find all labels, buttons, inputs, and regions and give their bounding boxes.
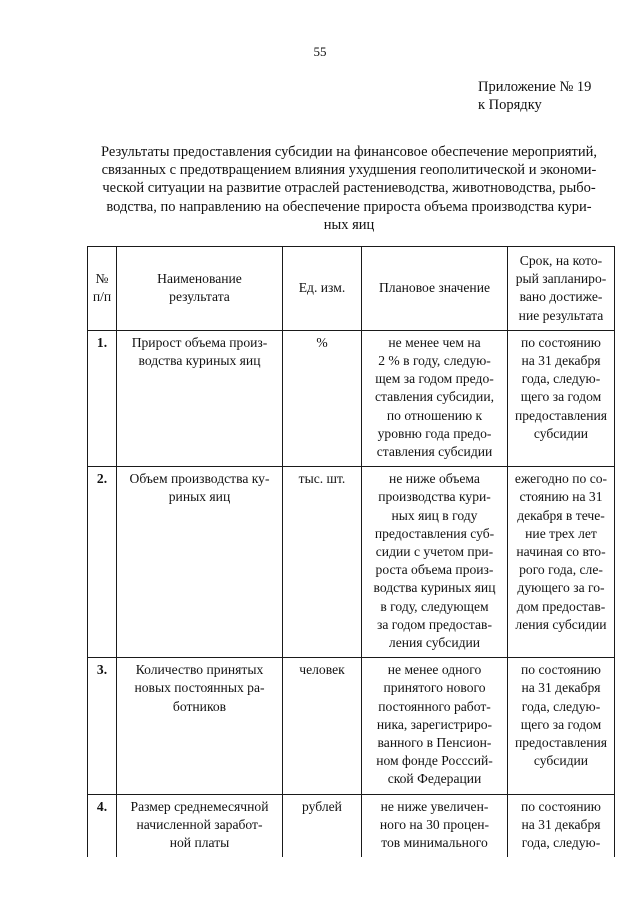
cell-line: рого года, сле- bbox=[519, 562, 603, 578]
cell-line: ботников bbox=[172, 698, 227, 714]
cell-number bbox=[88, 794, 117, 857]
cell-line: субсидии bbox=[533, 753, 589, 769]
cell-line: щего за годом bbox=[520, 389, 602, 405]
cell-deadline bbox=[508, 330, 615, 466]
table-row bbox=[88, 794, 615, 857]
cell-line: новых постоянных ра- bbox=[134, 680, 265, 696]
cell-line: ления субсидии bbox=[388, 635, 481, 651]
appendix-line: к Порядку bbox=[478, 97, 542, 113]
document-title bbox=[88, 143, 610, 234]
cell-line: стоянию на 31 bbox=[519, 489, 603, 505]
cell-line: риных яиц bbox=[168, 489, 231, 505]
cell-line: не менее одного bbox=[387, 662, 482, 678]
cell-line: ние трех лет bbox=[525, 525, 597, 541]
cell-line: водства куриных яиц bbox=[138, 353, 261, 369]
cell-result-name bbox=[117, 794, 283, 857]
cell-text: 1. bbox=[96, 334, 108, 350]
cell-line: предоставления bbox=[514, 407, 607, 423]
results-table bbox=[87, 246, 615, 857]
cell-text: 2. bbox=[96, 471, 108, 487]
title-line: Результаты предоставления субсидии на финансовое обеспечение мероприятий, bbox=[101, 144, 597, 160]
cell-line: постоянного работ- bbox=[378, 698, 491, 714]
cell-line: Объем производства ку- bbox=[129, 471, 270, 487]
cell-line: Размер среднемесячной bbox=[130, 798, 269, 814]
cell-line: производства кури- bbox=[378, 489, 491, 505]
cell-line: по состоянию bbox=[521, 334, 601, 350]
cell-deadline bbox=[508, 467, 615, 658]
cell-unit bbox=[283, 794, 362, 857]
title-line: связанных с предотвращением влияния ухудшения геополитической и экономи- bbox=[101, 162, 597, 179]
cell-unit bbox=[283, 330, 362, 466]
header-unit: Ед. изм. bbox=[283, 247, 362, 331]
cell-line: тов минимального bbox=[381, 835, 488, 851]
cell-planned-value bbox=[362, 467, 508, 658]
cell-text: 4. bbox=[96, 798, 108, 814]
page-number: 55 bbox=[313, 44, 327, 59]
cell-line: ного на 30 процен- bbox=[379, 816, 490, 832]
cell-line: дом предостав- bbox=[516, 598, 606, 614]
cell-text: рублей bbox=[302, 798, 342, 814]
cell-line: на 31 декабря bbox=[521, 353, 601, 369]
cell-line: водства куриных яиц bbox=[373, 580, 496, 596]
cell-unit bbox=[283, 467, 362, 658]
cell-deadline bbox=[508, 658, 615, 794]
cell-line: предоставления суб- bbox=[374, 525, 495, 541]
cell-line: Количество принятых bbox=[135, 662, 264, 678]
cell-planned-value bbox=[362, 794, 508, 857]
title-line: ческой ситуации на развитие отраслей растениеводства, животноводства, рыбо- bbox=[102, 180, 596, 197]
cell-line: ской Федерации bbox=[387, 771, 482, 787]
cell-text: % bbox=[316, 334, 328, 350]
cell-line: за годом предостав- bbox=[377, 616, 492, 632]
cell-line: не ниже увеличен- bbox=[380, 798, 489, 814]
cell-line: уровню года предо- bbox=[377, 425, 492, 441]
cell-number bbox=[88, 330, 117, 466]
appendix-line: Приложение № 19 bbox=[478, 79, 592, 95]
header-result-name: Наименование результата bbox=[117, 247, 283, 331]
cell-line: по состоянию bbox=[521, 662, 601, 678]
cell-result-name bbox=[117, 467, 283, 658]
cell-line: ставления субсидии bbox=[376, 444, 493, 460]
cell-line: года, следую- bbox=[521, 698, 601, 714]
table-header-row bbox=[88, 247, 615, 331]
title-line: водства, по направлению на обеспечение прироста объема производства кури- bbox=[106, 198, 592, 215]
header-deadline: Срок, на кото- рый запланиро- вано достиже- ние результата bbox=[508, 247, 615, 331]
table-row bbox=[88, 330, 615, 466]
cell-line: субсидии bbox=[533, 425, 589, 441]
cell-line: по отношению к bbox=[386, 407, 483, 423]
cell-deadline bbox=[508, 794, 615, 857]
cell-line: в году, следующем bbox=[380, 598, 489, 614]
cell-unit bbox=[283, 658, 362, 794]
cell-line: начиная со вто- bbox=[516, 544, 606, 560]
cell-line: на 31 декабря bbox=[521, 680, 601, 696]
cell-line: ления субсидии bbox=[515, 616, 607, 632]
cell-line: дующего за го- bbox=[517, 580, 605, 596]
cell-text: тыс. шт. bbox=[298, 471, 346, 487]
cell-line: ных яиц в году bbox=[391, 507, 478, 523]
cell-text: 3. bbox=[96, 662, 108, 678]
cell-text: человек bbox=[299, 662, 345, 678]
cell-line: по состоянию bbox=[521, 798, 601, 814]
cell-line: не менее чем на bbox=[388, 334, 481, 350]
cell-line: роста объема произ- bbox=[375, 562, 494, 578]
title-line: ных яиц bbox=[323, 216, 375, 233]
cell-line: принятого нового bbox=[383, 680, 486, 696]
cell-line: ной платы bbox=[169, 835, 230, 851]
cell-line: года, следую- bbox=[521, 835, 601, 851]
cell-line: ника, зарегистриро- bbox=[376, 716, 493, 732]
cell-line: сидии с учетом при- bbox=[375, 544, 494, 560]
cell-result-name bbox=[117, 330, 283, 466]
cell-line: не ниже объема bbox=[389, 471, 480, 487]
cell-line: ставления субсидии, bbox=[375, 389, 494, 405]
cell-number bbox=[88, 467, 117, 658]
cell-line: щего за годом bbox=[520, 716, 602, 732]
cell-line: ванного в Пенсион- bbox=[377, 735, 492, 751]
cell-line: предоставления bbox=[514, 735, 607, 751]
cell-line: декабря в тече- bbox=[517, 507, 605, 523]
cell-number bbox=[88, 658, 117, 794]
cell-line: щем за годом предо- bbox=[375, 371, 494, 387]
appendix-label bbox=[478, 78, 591, 114]
header-planned-value: Плановое значение bbox=[362, 247, 508, 331]
table-row bbox=[88, 658, 615, 794]
cell-planned-value bbox=[362, 330, 508, 466]
cell-line: 2 % в году, следую- bbox=[378, 353, 491, 369]
cell-line: Прирост объема произ- bbox=[131, 334, 268, 350]
cell-line: ежегодно по со- bbox=[514, 471, 608, 487]
cell-line: ном фонде Росссий- bbox=[376, 753, 493, 769]
header-number: № п/п bbox=[88, 247, 117, 331]
cell-planned-value bbox=[362, 658, 508, 794]
cell-line: на 31 декабря bbox=[521, 816, 601, 832]
cell-result-name bbox=[117, 658, 283, 794]
cell-line: начисленной заработ- bbox=[136, 816, 263, 832]
table-row bbox=[88, 467, 615, 658]
cell-line: года, следую- bbox=[521, 371, 601, 387]
